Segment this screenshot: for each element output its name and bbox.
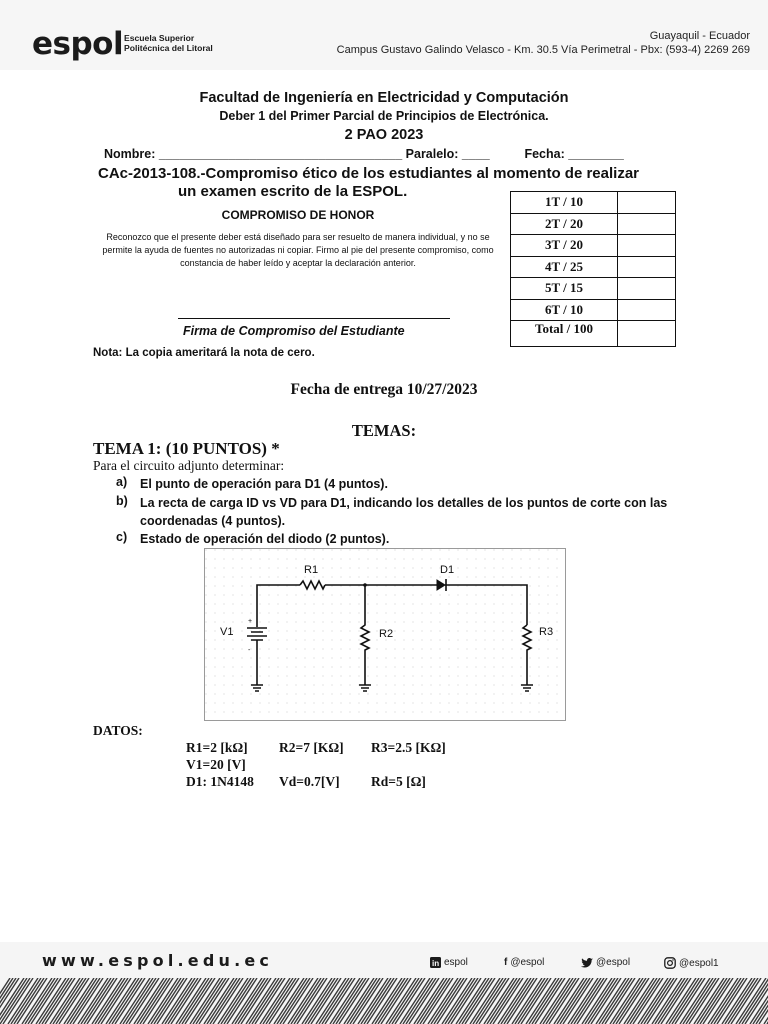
fecha-entrega: Fecha de entrega 10/27/2023: [290, 381, 478, 398]
dato-r1: R1=2 [kΩ]: [186, 740, 248, 755]
score-label: 1T / 10: [511, 192, 618, 214]
social-twitter[interactable]: [581, 957, 630, 968]
footer-url[interactable]: www.espol.edu.ec: [42, 951, 274, 970]
score-total-cell: [618, 321, 676, 347]
logo-subtitle-line1: Escuela Superior: [124, 33, 195, 43]
table-row: [511, 235, 676, 257]
twitter-icon: [581, 958, 593, 968]
instagram-handle: @espol1: [679, 957, 719, 969]
social-facebook[interactable]: [504, 957, 544, 968]
honor-title: COMPROMISO DE HONOR: [221, 208, 375, 222]
instagram-icon: [664, 957, 676, 969]
v1-label: V1: [220, 626, 234, 638]
circuit-diagram: [204, 548, 566, 721]
honor-text: Reconozco que el presente deber está diseñado para ser resuelto de manera individual, y no se permite la ayuda de fuentes no autorizadas ni copiar. Firmo al pie del presente compromiso, como constancia de haber leído y aceptar la declaración anterior.: [102, 232, 494, 268]
item-text: Estado de operación del diodo (2 puntos).: [140, 532, 390, 546]
r3-label: R3: [539, 626, 554, 638]
faculty-title: Facultad de Ingeniería en Electricidad y Computación: [199, 90, 569, 106]
score-label: 3T / 20: [511, 235, 618, 257]
circuit-svg: [205, 549, 565, 720]
score-label: 6T / 10: [511, 299, 618, 321]
table-row-total: [511, 321, 676, 347]
linkedin-handle: espol: [444, 957, 468, 968]
cac-line2: un examen escrito de la ESPOL.: [178, 183, 408, 200]
datos-label: DATOS:: [93, 723, 143, 738]
dato-r3: R3=2.5 [KΩ]: [371, 740, 446, 755]
d1-label: D1: [440, 564, 455, 576]
student-info-line: Nombre: ___________________________________ Paralelo: ____ Fecha: ________: [104, 147, 624, 161]
score-cell: [618, 278, 676, 300]
r1-label: R1: [304, 564, 319, 576]
item-text: El punto de operación para D1 (4 puntos).: [140, 477, 388, 491]
score-total-label: Total / 100: [511, 321, 618, 347]
signature-line: [178, 318, 450, 319]
twitter-handle: @espol: [596, 957, 631, 968]
score-cell: [618, 299, 676, 321]
linkedin-icon: [430, 957, 441, 968]
deber-title: Deber 1 del Primer Parcial de Principios de Electrónica.: [219, 109, 549, 123]
score-table: [510, 191, 676, 347]
tema1-intro: Para el circuito adjunto determinar:: [93, 458, 285, 473]
pao-title: 2 PAO 2023: [344, 127, 424, 143]
header-address: Campus Gustavo Galindo Velasco - Km. 30.5 Vía Perimetral - Pbx: (593-4) 2269 269: [336, 44, 750, 56]
nota: Nota: La copia ameritará la nota de cero.: [93, 347, 315, 359]
score-cell: [618, 256, 676, 278]
social-instagram[interactable]: [664, 957, 719, 969]
table-row: [511, 192, 676, 214]
score-cell: [618, 213, 676, 235]
v1-plus-label: +: [248, 618, 253, 625]
v1-minus-label: -: [248, 647, 251, 654]
tema1-title: TEMA 1: (10 PUNTOS) *: [93, 439, 280, 458]
dato-vd: Vd=0.7[V]: [279, 774, 340, 789]
logo-subtitle-line2: Politécnica del Litoral: [124, 43, 213, 53]
footer-stripes-decoration: [0, 978, 768, 1024]
dato-rd: Rd=5 [Ω]: [371, 774, 426, 789]
score-cell: [618, 235, 676, 257]
item-letter: b): [116, 494, 128, 508]
item-letter: c): [116, 530, 128, 544]
facebook-icon: f: [504, 957, 508, 968]
espol-logo: espol: [32, 26, 124, 62]
table-row: [511, 299, 676, 321]
logo-subtitle: [124, 33, 213, 53]
item-letter: a): [116, 475, 128, 489]
signature-label: Firma de Compromiso del Estudiante: [183, 324, 405, 338]
dato-r2: R2=7 [KΩ]: [279, 740, 344, 755]
score-label: 5T / 15: [511, 278, 618, 300]
table-row: [511, 256, 676, 278]
header-city: Guayaquil - Ecuador: [649, 30, 750, 42]
item-text: La recta de carga ID vs VD para D1, indicando los detalles de los puntos de corte con las coordenadas (4 puntos).: [140, 496, 668, 528]
junction-dot: [363, 583, 367, 587]
social-linkedin[interactable]: [430, 957, 468, 968]
score-cell: [618, 192, 676, 214]
temas-heading: TEMAS:: [351, 421, 417, 440]
facebook-handle: @espol: [510, 957, 545, 968]
dato-v1: V1=20 [V]: [186, 757, 246, 772]
r2-label: R2: [379, 628, 394, 640]
score-label: 2T / 20: [511, 213, 618, 235]
cac-line1: CAc-2013-108.-Compromiso ético de los estudiantes al momento de realizar: [98, 165, 639, 182]
score-label: 4T / 25: [511, 256, 618, 278]
dato-d1: D1: 1N4148: [186, 774, 254, 789]
table-row: [511, 213, 676, 235]
svg-text:in: in: [432, 959, 440, 968]
table-row: [511, 278, 676, 300]
